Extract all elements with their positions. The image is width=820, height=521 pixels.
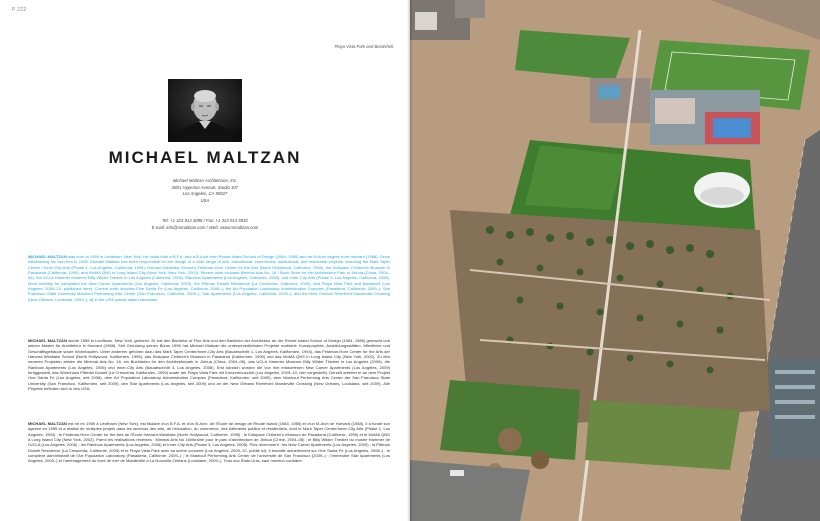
bio-text: wurde 1959 in Levittown, New York, geboren. Er hat den Bachelor of Fine Arts und den Bachelor der Architektur an der Rhode Island School of Design (1984, 1985) gemacht und seinen Master für Architektur in Harvard (1988). Seit Gründung seines Büros 1995 hat Michael Maltzan die unterschiedlichsten Projekte realisiert: Kunstprojekte, Ausbildungsstätten, öffentliche und Geschäftsgebäude sowie Wohnbauten. Unter anderem gehören dazu das Mark Taper Center/Inner-City Arts (Bauabschnitt 1, Los Angeles, Kalifornien, 1994), das Feldman-Horn Center for the Arts der Harvard-Westlake School (North Hollywood, Kalifornien, 1995), das Kidspace Children's Museum in Pasadena (Kalifornien, 1999) und das MoMA QNS in Long Island City (New York, 2002). Zu den neueren Projekten zählen die Minimal Arts No. 16, ein Buchladen für den Architekturpark in Jinhua (China, 2004–06), das UCLA Hammer Museum Billy Wilder Theater in Los Angeles (2006), die Rainbow Apartments (Los Angeles, 2006) und Inner-City Arts (Bauabschnitt 3, Los Angeles, 2008). Erst kürzlich wurden die von ihm entworfenen New Carver Apartments (Los Angeles, 2009) fertiggestellt, das Wohnhaus Pittman Dowell (La Crescenta, Kalifornien, 2009) sowie der Playa Vista Park mit Konzertmuschel (Los Angeles, 2009–10, hier vorgestellt). Derzeit arbeitet er an dem Projekt One Santa Fe (Los Angeles, seit 2008), dem Art Population Laboratory Administration Complex (Pasadena, Kalifornien, seit 2009), dem Mashouf Performing Arts Center der San Francisco State University (San Francisco, Kalifornien, seit 2009), den Star Apartments (Los Angeles, seit 2009) und an der New Orleans Riverfront Mandeville Crossing (New Orleans, Louisiana, seit 2009). Alle Projekte befinden sich in den USA. [28, 338, 390, 392]
address-line: USA [200, 197, 210, 203]
bio-lead: MICHAEL MALTZAN [28, 421, 67, 426]
portrait-photo [168, 79, 242, 142]
architect-name: MICHAEL MALTZAN [108, 148, 302, 167]
bio-text: was born in 1959 in Levittown, New York. He holds both a B.F.A. and a B.Arch from Rhode Island School of Design (1984, 1985) and an M.Arch degree from Harvard (1988). Since establishing his own firm in 1995, Michael Maltzan has been responsible for the design of a wide range of arts, educational, commercial, institutional, and residential projects, including the Mark Taper Center / Inner-City Arts (Phase 1, Los Angeles, California, 1994), Harvard-Westlake School's Feldman-Horn Center for the Arts (North Hollywood, California, 1995), the Kidspace Children's Museum in Pasadena (California, 1999), and MoMA QNS in Long Island City (New York, New York, 2002). Recent work includes Minimal Arts No. 16 / Book Store for the Architecture Park in Jinhua (China, 2004–06), the UCLA Hammer Museum Billy Wilder Theater in Los Angeles (California, 2006), Rainbow Apartments (Los Angeles, California, 2006), and Inner-City Arts (Phase 3, Los Angeles, California, 2008). More recently he completed the New Carver Apartments (Los Angeles, California, 2009), the Pittman Dowell Residence (La Crescenta, California, 2009), and Playa Vista Park and Bandshell (Los Angeles, 2009–10, published here). Current work includes Fine Santa Fe (Los Angeles, California, 2008–); the Art Population Laboratory Administration Complex (Pasadena, California, 2009–); San Francisco State University Mashouf Performing Arts Center (San Francisco, California, 2009–); Star Apartments (Los Angeles, California, 2009–); and the New Orleans Riverfront Mandeville Crossing (New Orleans, Louisiana, 2009–), all in the USA unless stated otherwise. [28, 254, 390, 302]
address-line: Los Angeles, CA 90027 [182, 191, 228, 197]
aerial-park-icon [410, 0, 820, 521]
address-line: 2801 Hyperion Avenue, Studio 107 [171, 184, 239, 190]
portrait-icon [168, 79, 242, 142]
phone-fax: Tel: +1 323 913 3098 / Fax: +1 323 913 5932 [162, 218, 248, 223]
email-web: E-mail: info@mmaltzan.com / Web: www.mmaltzan.com [151, 224, 259, 230]
address-block [0, 178, 410, 204]
bio-english [28, 254, 390, 302]
aerial-park-photo [410, 0, 820, 521]
page-gutter [407, 0, 413, 521]
bio-german [28, 338, 390, 391]
page-number: P 222 [12, 7, 27, 13]
bio-text: est né en 1959 à Levittown (New York), est titulaire d'un B.F.A. et d'un B.Arch. de l'École de design de Rhode Island (1984, 1985) et d'un M.Arch de Harvard (1988). Il a fondé son agence en 1995 et a réalisé de multiples projets dans les secteurs des arts, de l'éducation, du commerce, des bâtiments publics et résidentiels, dont le Mark Taper Center/Inner-City Arts (Phase 1, Los Angeles, 1994) ; le Feldman-Horn Center for the Arts de l'École Harvard-Westlake (North Hollywood, Californie, 1995) ; le Kidspace Children's Museum de Pasadena (Californie, 1999) et le MoMA QNS à Long Island City (New York, 2002). Parmi les réalisations récentes : Minimal Arts No 16/librairie pour le parc d'architecture de Jinhua (Chine, 2004–06) ; le Billy Wilder Theater du musée Hammer de l'UCLA (Los Angeles, 2006) ; les Rainbow Apartments (Los Angeles, 2006) et Inner-City Arts (Phase 3, Los Angeles, 2008). Plus récemment : les New Carver Apartments (Los Angeles, 2009) ; la Pittman Dowell Residence (La Crescenta, Californie, 2009) et le Playa Vista Park avec sa scène couverte (Los Angeles, 2009–10, publié ici). Il travaille actuellement sur One Santa Fe (Los Angeles, 2008–) ; le complexe administratif de l'Art Population Laboratory (Pasadena, Californie, 2009–) ; le Mashouf Performing Arts Center de l'université de San Francisco (2009–) ; l'immeuble Star Apartments (Los Angeles, 2009–) et l'aménagement du front de mer de Mandeville à La Nouvelle-Orléans (Louisiane, 2009–). Tous aux États-Unis, sauf mention contraire. [28, 421, 390, 464]
bio-lead: MICHAEL MALTZAN [28, 338, 67, 343]
address-line: Michael Maltzan Architecture, Inc. [172, 178, 238, 183]
contact-block [0, 218, 410, 231]
bio-lead: MICHAEL MALTZAN [28, 254, 67, 259]
photo-caption: Playa Vista Park and Bandshell. [334, 44, 394, 49]
bio-french [28, 421, 390, 464]
